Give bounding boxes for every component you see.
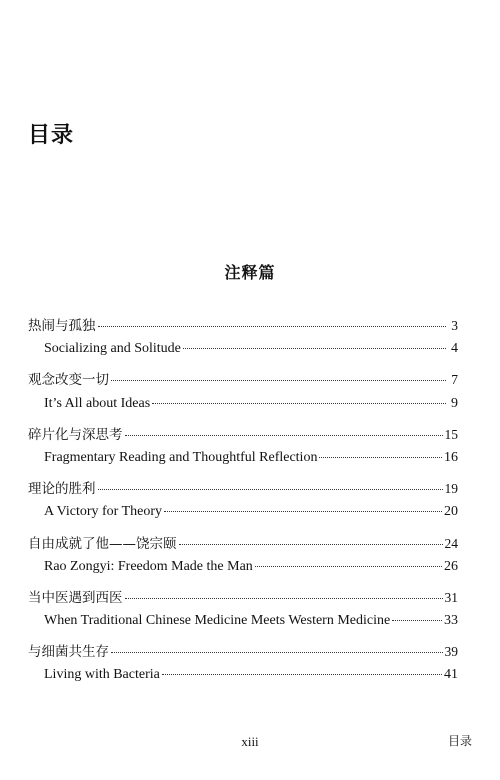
section-heading: 注释篇 bbox=[224, 263, 276, 282]
toc-entry-page: 4 bbox=[451, 341, 458, 357]
toc-entry-page: 24 bbox=[444, 535, 458, 551]
toc-entry[interactable] bbox=[28, 314, 458, 341]
toc-entry-title: 与细菌共生存 bbox=[28, 644, 109, 661]
toc-entry-title: Rao Zongyi: Freedom Made the Man bbox=[44, 558, 253, 574]
toc-entry-title: 自由成就了他——饶宗颐 bbox=[28, 535, 177, 552]
toc-entry-title: 当中医遇到西医 bbox=[28, 589, 123, 606]
toc-entry-page: 31 bbox=[444, 589, 458, 605]
toc-entry-title: Fragmentary Reading and Thoughtful Reflection bbox=[44, 449, 318, 465]
toc-entry-page: 3 bbox=[451, 318, 458, 333]
dot-leader bbox=[319, 457, 442, 458]
dot-leader bbox=[162, 674, 442, 675]
toc-entry-title: It’s All about Ideas bbox=[44, 395, 151, 411]
toc-entry[interactable] bbox=[28, 450, 458, 477]
toc-entry-title: Socializing and Solitude bbox=[44, 341, 181, 357]
toc-entry-page: 16 bbox=[444, 449, 458, 465]
dot-leader bbox=[98, 489, 443, 490]
dot-leader bbox=[179, 544, 443, 545]
footer-page-number: xiii bbox=[241, 734, 259, 749]
dot-leader bbox=[125, 598, 443, 599]
dot-leader bbox=[111, 380, 446, 381]
dot-leader bbox=[152, 403, 446, 404]
toc-entry[interactable] bbox=[28, 423, 458, 450]
toc-entry-page: 15 bbox=[444, 426, 458, 442]
toc-entry[interactable] bbox=[28, 477, 458, 504]
toc-entry[interactable] bbox=[28, 559, 458, 586]
toc-entry-page: 19 bbox=[444, 481, 458, 497]
toc-entry-page: 26 bbox=[444, 558, 458, 574]
toc-entry[interactable] bbox=[28, 504, 458, 531]
toc-entry-title: 观念改变一切 bbox=[28, 372, 109, 389]
toc-entry-page: 41 bbox=[444, 667, 458, 683]
toc-entry[interactable] bbox=[28, 586, 458, 613]
toc-entry-title: Living with Bacteria bbox=[44, 667, 160, 683]
dot-leader bbox=[183, 348, 446, 349]
toc-entry[interactable] bbox=[28, 667, 458, 694]
toc-entry[interactable] bbox=[28, 396, 458, 423]
page-title: 目录 bbox=[28, 123, 75, 148]
footer-running-header: 目录 bbox=[447, 734, 472, 748]
toc-entry-title: A Victory for Theory bbox=[44, 504, 163, 520]
toc-entry-page: 39 bbox=[444, 644, 458, 660]
toc-entry-page: 7 bbox=[451, 372, 458, 388]
toc-entry[interactable] bbox=[28, 613, 458, 640]
toc-entry[interactable] bbox=[28, 368, 458, 395]
toc-entry-page: 20 bbox=[444, 504, 458, 520]
dot-leader bbox=[111, 652, 443, 653]
toc-entry-title: 理论的胜利 bbox=[28, 481, 96, 498]
dot-leader bbox=[164, 511, 442, 512]
toc-entry-title: When Traditional Chinese Medicine Meets Western Medicine bbox=[44, 613, 391, 629]
toc-entry[interactable] bbox=[28, 341, 458, 368]
toc-entry-title: 热闹与孤独 bbox=[28, 318, 96, 334]
dot-leader bbox=[98, 326, 447, 327]
toc-entry-page: 33 bbox=[444, 613, 458, 629]
toc-entry[interactable] bbox=[28, 640, 458, 667]
dot-leader bbox=[392, 620, 442, 621]
table-of-contents bbox=[28, 314, 458, 695]
dot-leader bbox=[255, 566, 442, 567]
dot-leader bbox=[125, 435, 443, 436]
toc-entry[interactable] bbox=[28, 532, 458, 559]
toc-entry-page: 9 bbox=[451, 395, 458, 411]
toc-entry-title: 碎片化与深思考 bbox=[28, 426, 123, 443]
